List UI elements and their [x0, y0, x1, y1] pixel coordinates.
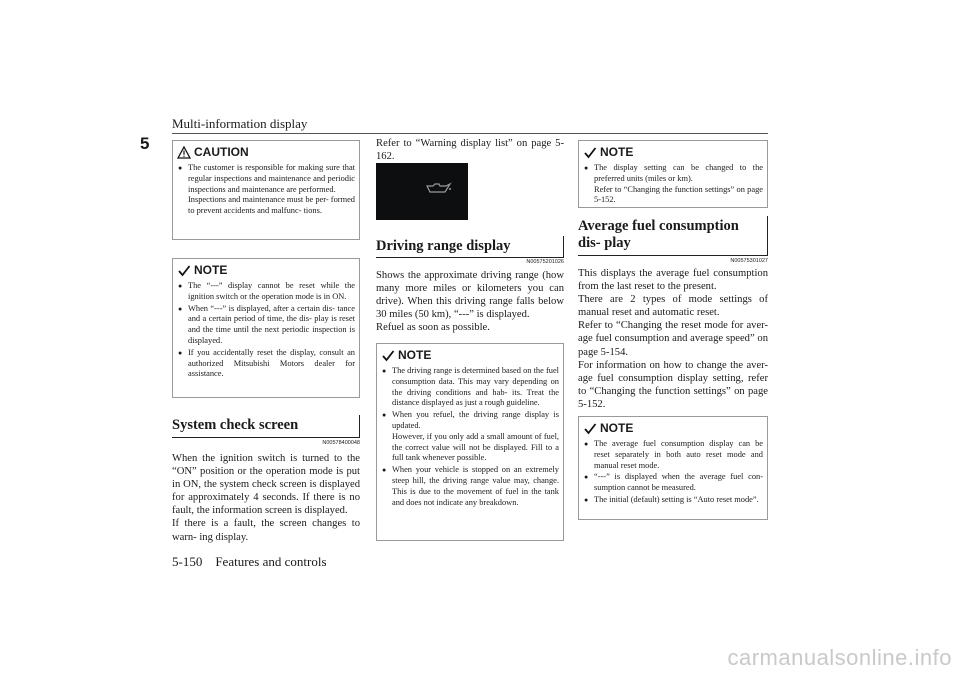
- note-item: ● When “---” is displayed, after a certain dis- tance and a certain period of time, the dis- play is reset and the time until the next periodic inspection is displayed.: [177, 304, 355, 347]
- note-item: ● If you accidentally reset the display, consult an authorized Mitsubishi Motors dealer for assistance.: [177, 348, 355, 380]
- note-item: ● The “---” display cannot be reset while the ignition switch or the operation mode is in ON.: [177, 281, 355, 303]
- warning-display-image: [376, 163, 468, 220]
- note-box: [578, 140, 768, 208]
- average-fuel-body: This displays the average fuel consumption from the last reset to the present. There are 2 types of mode settings of manual reset and automatic reset. Refer to “Changing the reset mode for aver- age fuel consumption and average speed” on page 5-154. For information on how to change the aver- age fuel consumption display setting, refer to “Changing the function settings” on page 5-152.: [578, 268, 768, 410]
- note-header: [177, 262, 355, 278]
- caution-list: [177, 163, 355, 217]
- note-check-icon: [583, 146, 597, 159]
- note-item: ● The initial (default) setting is “Auto reset mode”.: [583, 495, 763, 506]
- note-label: NOTE: [194, 263, 228, 277]
- warning-triangle-icon: [177, 146, 191, 159]
- note-item: ● When you refuel, the driving range display is updated. However, if you only add a small amount of fuel, the correct value will not be displayed. Fill to a full tank whenever possible.: [381, 410, 559, 464]
- note-check-icon: [583, 422, 597, 435]
- note-list: [177, 281, 355, 380]
- note-box: [578, 416, 768, 520]
- note-header: [583, 420, 763, 436]
- note-item: ● When your vehicle is stopped on an extremely steep hill, the driving range value may, change. This is due to the movement of fuel in the tank and does not indicate any breakdown.: [381, 465, 559, 508]
- header-rule: [172, 133, 768, 134]
- section-code: N00575301027: [730, 258, 768, 264]
- caution-label: CAUTION: [194, 145, 249, 159]
- site-watermark: carmanualsonline.info: [727, 645, 952, 670]
- section-title-system-check: System check screen: [172, 415, 360, 438]
- page-header-title: Multi-information display: [172, 116, 308, 131]
- note-list: [583, 163, 763, 206]
- caution-box: [172, 140, 360, 240]
- note-header: [583, 144, 763, 160]
- section-code: N00575201026: [526, 259, 564, 265]
- warning-list-reference: Refer to “Warning display list” on page 5-162.: [376, 138, 564, 163]
- section-title-average-fuel: Average fuel consumption dis- play: [578, 216, 768, 256]
- note-box: [172, 258, 360, 398]
- note-box: [376, 343, 564, 541]
- note-label: NOTE: [600, 421, 634, 435]
- section-code: N00578400048: [322, 440, 360, 446]
- note-label: NOTE: [398, 348, 432, 362]
- system-check-body: When the ignition switch is turned to the “ON” position or the operation mode is put in ON, the system check screen is displayed for approximately 4 seconds. If there is no fault, the information screen is displayed. If there is a fault, the screen changes to warn- ing display.: [172, 453, 360, 543]
- note-check-icon: [381, 349, 395, 362]
- note-check-icon: [177, 264, 191, 277]
- page-footer: 5-150 Features and controls: [172, 554, 327, 569]
- caution-item: ● The customer is responsible for making sure that regular inspections and maintenance and periodic inspections and maintenance are performed. Inspections and maintenance must be per- formed to prevent accidents and malfunc- tions.: [177, 163, 355, 217]
- section-title-driving-range: Driving range display: [376, 236, 564, 258]
- note-item: ● “---” is displayed when the average fuel con- sumption cannot be measured.: [583, 472, 763, 494]
- note-header: [381, 347, 559, 363]
- note-item: ● The display setting can be changed to the preferred units (miles or km). Refer to “Changing the function settings” on page 5-152.: [583, 163, 763, 206]
- note-item: ● The driving range is determined based on the fuel consumption data. This may vary depending on the driving conditions and hab- its. Treat the distance displayed as just a rough guideline.: [381, 366, 559, 409]
- note-list: [583, 439, 763, 506]
- note-item: ● The average fuel consumption display can be reset separately in both auto reset mode and manual reset mode.: [583, 439, 763, 471]
- driving-range-body: Shows the approximate driving range (how many more miles or kilometers you can drive). When this driving range falls below 30 miles (50 km), “---” is displayed. Refuel as soon as possible.: [376, 270, 564, 334]
- note-label: NOTE: [600, 145, 634, 159]
- oil-can-icon: [424, 181, 452, 195]
- chapter-number: 5: [140, 134, 150, 153]
- caution-header: [177, 144, 355, 160]
- note-list: [381, 366, 559, 508]
